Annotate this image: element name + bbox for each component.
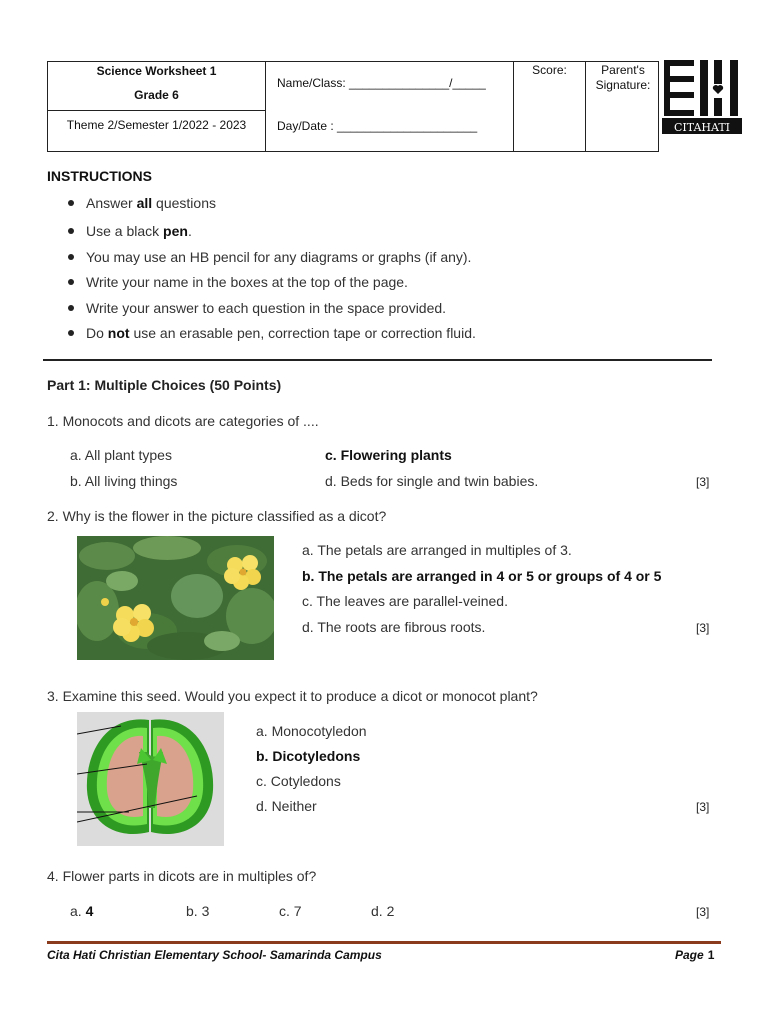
q1-option-a[interactable]: a. All plant types: [70, 447, 172, 463]
parent-signature-label-2: Signature:: [595, 78, 651, 92]
instruction-item: Do not use an erasable pen, correction tape or correction fluid.: [68, 325, 476, 341]
score-label: Score:: [532, 63, 567, 77]
header-table: [47, 61, 659, 152]
q3-option-b[interactable]: b. Dicotyledons: [256, 748, 361, 764]
q4-option-d[interactable]: d. 2: [371, 903, 395, 919]
citahati-logo: [662, 58, 742, 136]
seed-diagram: [77, 712, 224, 846]
instruction-item: Answer all questions: [68, 195, 216, 211]
header-name-cell: [266, 62, 514, 151]
header-title-cell: [48, 62, 266, 151]
q1-mark: [3]: [696, 475, 710, 489]
theme-label: Theme 2/Semester 1/2022 - 2023: [66, 118, 247, 132]
instruction-item: You may use an HB pencil for any diagrams or graphs (if any).: [68, 249, 471, 265]
logo-text: CITAHATI: [673, 121, 731, 134]
footer-school: Cita Hati Christian Elementary School- Samarinda Campus: [47, 948, 382, 962]
day-date-field[interactable]: Day/Date : _____________________: [277, 119, 478, 133]
q3-option-d[interactable]: d. Neither: [256, 798, 317, 814]
q1-option-c[interactable]: c. Flowering plants: [325, 447, 452, 463]
part1-title: Part 1: Multiple Choices (50 Points): [47, 377, 282, 393]
grade-label: Grade 6: [134, 88, 179, 102]
q1-option-d[interactable]: d. Beds for single and twin babies.: [325, 473, 539, 489]
instructions-title: INSTRUCTIONS: [47, 168, 152, 184]
q3-option-c[interactable]: c. Cotyledons: [256, 773, 341, 789]
q3-text: 3. Examine this seed. Would you expect it to produce a dicot or monocot plant?: [47, 688, 538, 704]
q3-mark: [3]: [696, 800, 710, 814]
q1-text: 1. Monocots and dicots are categories of ....: [47, 413, 319, 429]
q2-option-c[interactable]: c. The leaves are parallel-veined.: [302, 593, 508, 609]
instruction-item: Write your answer to each question in the space provided.: [68, 300, 446, 316]
q2-option-a[interactable]: a. The petals are arranged in multiples of 3.: [302, 542, 572, 558]
q4-mark: [3]: [696, 905, 710, 919]
q4-option-a[interactable]: a. 4: [70, 903, 94, 919]
q4-text: 4. Flower parts in dicots are in multiples of?: [47, 868, 317, 884]
q3-option-a[interactable]: a. Monocotyledon: [256, 723, 367, 739]
q1-option-b[interactable]: b. All living things: [70, 473, 178, 489]
worksheet-title: Science Worksheet 1: [96, 64, 217, 78]
flower-photo: [77, 536, 274, 660]
instruction-item: Write your name in the boxes at the top of the page.: [68, 274, 408, 290]
page-number: 1: [707, 948, 715, 962]
page-label: Page: [675, 948, 704, 962]
footer-page: [675, 948, 714, 962]
q2-option-b[interactable]: b. The petals are arranged in 4 or 5 or groups of 4 or 5: [302, 568, 662, 584]
parent-signature-cell[interactable]: [586, 62, 660, 151]
parent-signature-label-1: Parent's: [601, 63, 645, 77]
section-divider: [43, 359, 712, 361]
name-class-field[interactable]: Name/Class: _______________/_____: [277, 76, 486, 90]
score-cell[interactable]: [514, 62, 586, 151]
footer-line: [47, 941, 721, 944]
q2-mark: [3]: [696, 621, 710, 635]
q4-option-c[interactable]: c. 7: [279, 903, 302, 919]
instruction-item: Use a black pen.: [68, 223, 192, 239]
q4-option-b[interactable]: b. 3: [186, 903, 210, 919]
q2-option-d[interactable]: d. The roots are fibrous roots.: [302, 619, 486, 635]
q2-text: 2. Why is the flower in the picture classified as a dicot?: [47, 508, 387, 524]
